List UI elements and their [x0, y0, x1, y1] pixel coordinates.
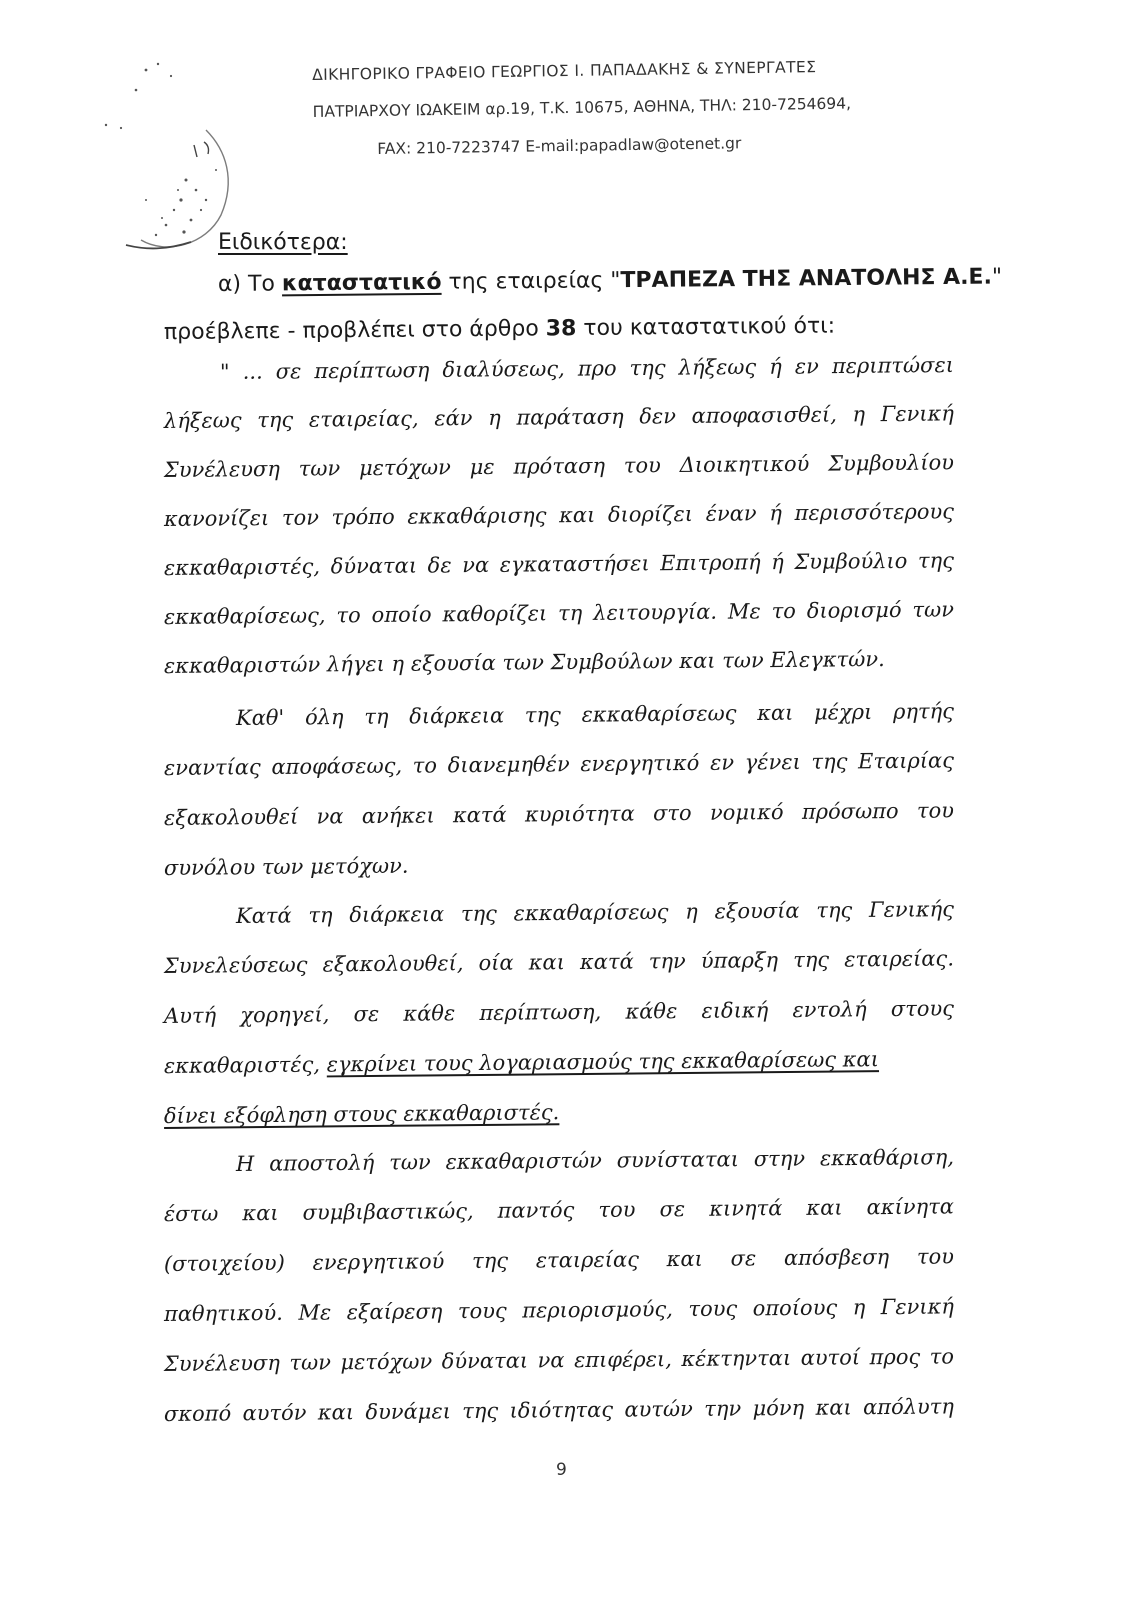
quote-line: παθητικού. Με εξαίρεση τους περιορισμούς, τους οποίους η Γενική — [163, 1294, 955, 1326]
company-name: ΤΡΑΠΕΖΑ ΤΗΣ ΑΝΑΤΟΛΗΣ Α.Ε. — [620, 264, 993, 294]
quote-line — [164, 1096, 954, 1134]
quote-line: έστω και συμβιβαστικώς, παντός του σε κινητά και ακίνητα — [163, 1194, 955, 1226]
quote-line: " ... σε περίπτωση διαλύσεως, προ της λήξεως ή εν περιπτώσει — [219, 352, 955, 384]
quote-line: Συνελεύσεως εξακολουθεί, οία και κατά την ύπαρξη της εταιρείας. — [163, 946, 955, 978]
intro-b-rest: του καταστατικού ότι: — [576, 313, 836, 342]
quote-line: Η αποστολή των εκκαθαριστών συνίσταται στην εκκαθάριση, — [235, 1145, 955, 1176]
quote-line: συνόλου των μετόχων. — [163, 853, 409, 880]
quote-line: Κατά τη διάρκεια της εκκαθαρίσεως η εξουσία της Γενικής — [235, 897, 955, 928]
quote-line: εξακολουθεί να ανήκει κατά κυριότητα στο νομικό πρόσωπο του — [163, 798, 955, 830]
quote-line: κανονίζει τον τρόπο εκκαθάρισης και διορίζει έναν ή περισσότερους — [163, 499, 955, 531]
quote-line: Αυτή χορηγεί, σε κάθε περίπτωση, κάθε ειδική εντολή στους — [163, 996, 955, 1028]
quote-line: (στοιχείου) ενεργητικού της εταιρείας και σε απόσβεση του — [163, 1244, 955, 1276]
quote-line: λήξεως της εταιρείας, εάν η παράταση δεν αποφασισθεί, η Γενική — [163, 401, 955, 433]
quote-underlined: δίνει εξόφληση στους εκκαθαριστές. — [163, 1100, 560, 1128]
letterhead-contact: FAX: 210-7223747 E-mail:papadlaw@otenet.gr — [377, 134, 742, 158]
quote-underlined: εγκρίνει τους λογαριασμούς της εκκαθαρίσεως και — [326, 1047, 880, 1077]
quote-line: Συνέλευση των μετόχων δύναται να επιφέρει, κέκτηνται αυτοί προς το — [163, 1344, 955, 1376]
letterhead-firm-name: ΔΙΚΗΓΟΡΙΚΟ ΓΡΑΦΕΙΟ ΓΕΩΡΓΙΟΣ Ι. ΠΑΠΑΔΑΚΗΣ & ΣΥΝΕΡΓΑΤΕΣ — [312, 58, 817, 84]
quote-line: εναντίας αποφάσεως, το διανεμηθέν ενεργητικό εν γένει της Εταιρίας — [163, 748, 955, 780]
intro-line-a — [217, 264, 1003, 302]
quote-line: εκκαθαριστών λήγει η εξουσία των Συμβούλων και των Ελεγκτών. — [163, 647, 885, 678]
intro-a-prefix: α) Το — [217, 271, 283, 297]
article-number: 38 — [545, 316, 577, 342]
intro-a-rest: της εταιρείας " — [441, 268, 621, 295]
section-heading: Ειδικότερα: — [218, 230, 348, 255]
quote-line: εκκαθαριστές, δύναται δε να εγκαταστήσει Επιτροπή ή Συμβούλιο της — [163, 548, 955, 580]
quote-line: εκκαθαρίσεως, το οποίο καθορίζει τη λειτουργία. Με το διορισμό των — [163, 597, 955, 629]
letterhead — [312, 58, 852, 158]
quote-line — [164, 1046, 954, 1084]
intro-a-close: " — [991, 264, 1003, 290]
intro-b-prefix: προέβλεπε - προβλέπει στο άρθρο — [163, 316, 546, 345]
bylaws-term: καταστατικό — [281, 269, 442, 297]
quote-line-start: εκκαθαριστές, — [163, 1052, 327, 1078]
quote-line: Καθ' όλη τη διάρκεια της εκκαθαρίσεως και μέχρι ρητής — [235, 699, 955, 730]
intro-line-b — [164, 312, 954, 350]
page-number: 9 — [556, 1460, 567, 1480]
quote-line: Συνέλευση των μετόχων με πρόταση του Διοικητικού Συμβουλίου — [163, 450, 955, 482]
letterhead-address: ΠΑΤΡΙΑΡΧΟΥ ΙΩΑΚΕΙΜ αρ.19, Τ.Κ. 10675, ΑΘΗΝΑ, ΤΗΛ: 210-7254694, — [312, 94, 852, 121]
quote-line: σκοπό αυτόν και δυνάμει της ιδιότητας αυτών την μόνη και απόλυτη — [163, 1394, 955, 1426]
